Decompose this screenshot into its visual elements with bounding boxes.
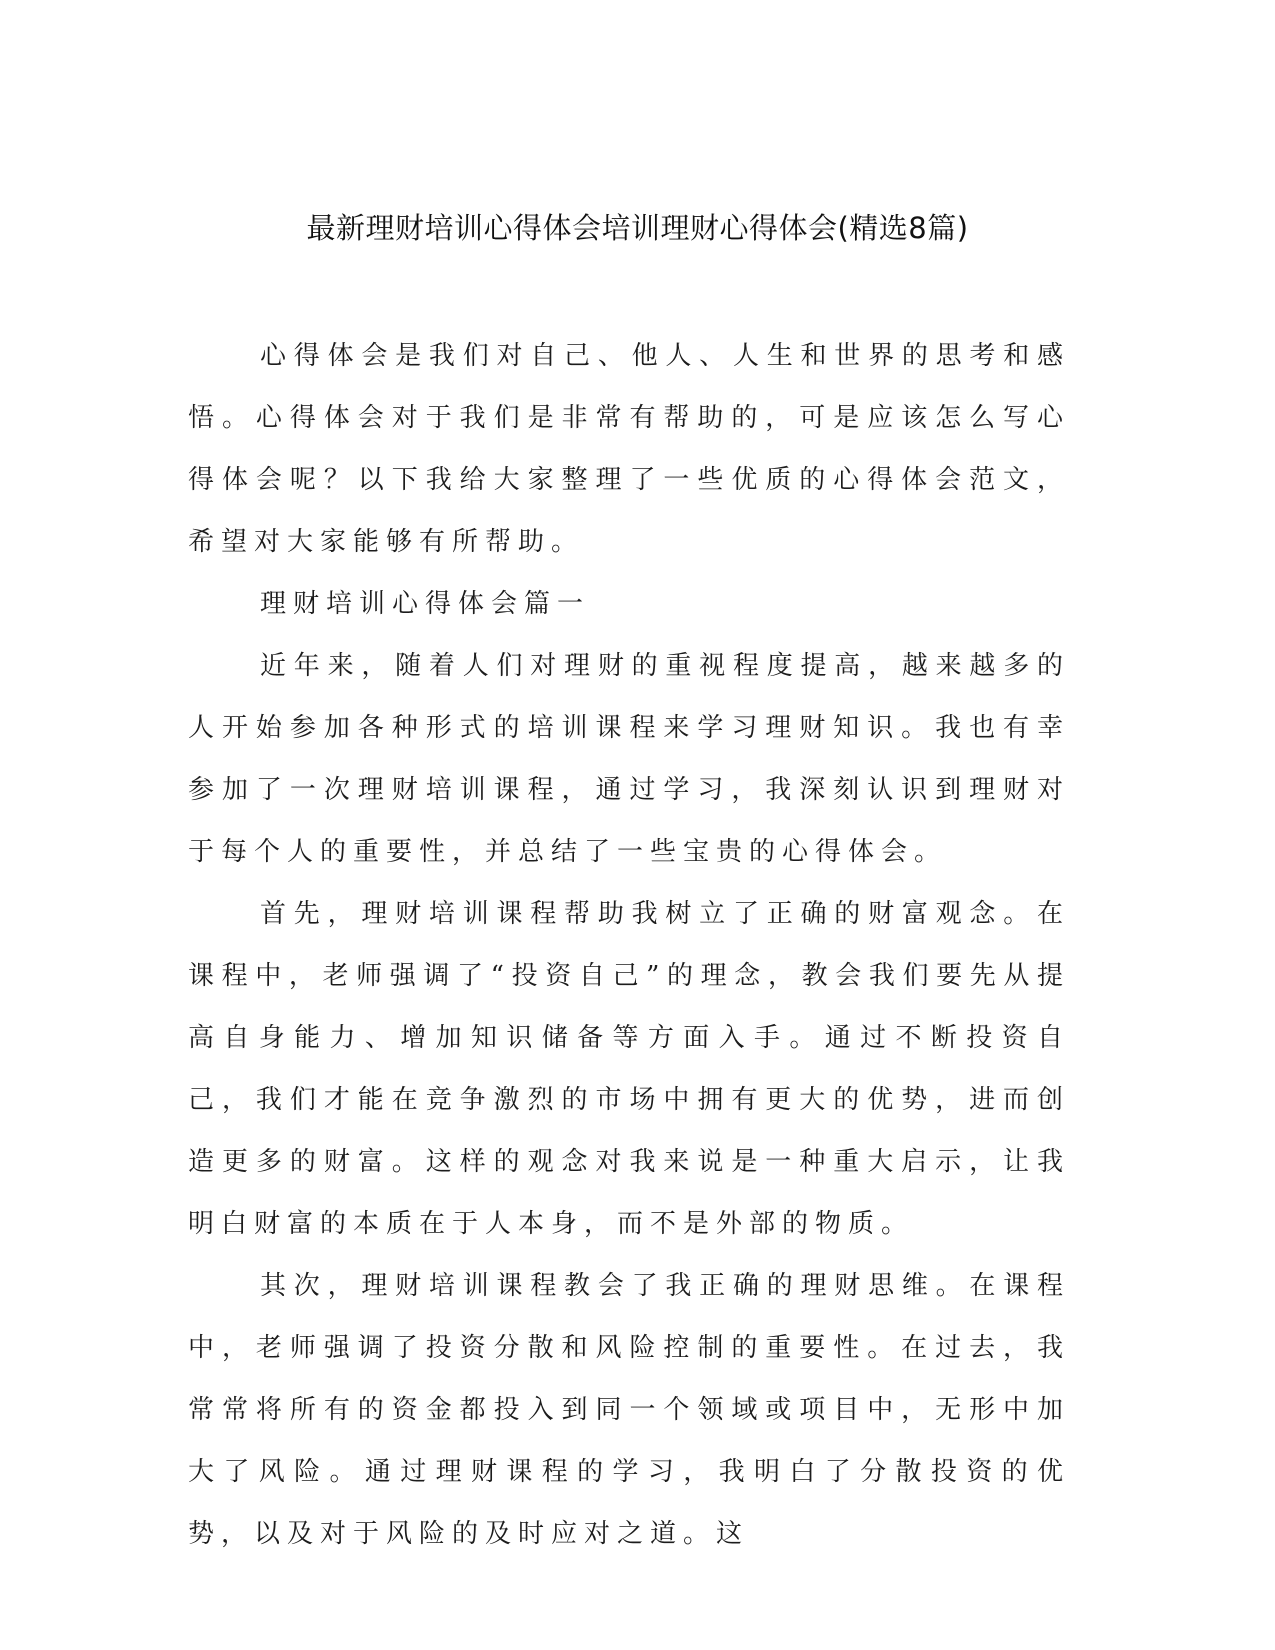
body-paragraph-1: 近年来，随着人们对理财的重视程度提高，越来越多的人开始参加各种形式的培训课程来学习理财知识。我也有幸参加了一次理财培训课程，通过学习，我深刻认识到理财对于每个人的重要性，并总结了一些宝贵的心得体会。 [188, 651, 1070, 867]
document-title: 最新理财培训心得体会培训理财心得体会(精选8篇) [306, 211, 969, 245]
body-paragraph-2: 首先，理财培训课程帮助我树立了正确的财富观念。在课程中，老师强调了“投资自己”的理念，教会我们要先从提高自身能力、增加知识储备等方面入手。通过不断投资自己，我们才能在竞争激烈的市场中拥有更大的优势，进而创造更多的财富。这样的观念对我来说是一种重大启示，让我明白财富的本质在于人本身，而不是外部的物质。 [188, 899, 1070, 1239]
body-paragraph-3: 其次，理财培训课程教会了我正确的理财思维。在课程中，老师强调了投资分散和风险控制的重要性。在过去，我常常将所有的资金都投入到同一个领域或项目中，无形中加大了风险。通过理财课程的学习，我明白了分散投资的优势，以及对于风险的及时应对之道。这 [188, 1271, 1070, 1549]
document-body [188, 325, 1070, 1565]
intro-paragraph: 心得体会是我们对自己、他人、人生和世界的思考和感悟。心得体会对于我们是非常有帮助的，可是应该怎么写心得体会呢？以下我给大家整理了一些优质的心得体会范文，希望对大家能够有所帮助。 [188, 341, 1070, 557]
section-heading-part-one: 理财培训心得体会篇一 [260, 589, 591, 619]
